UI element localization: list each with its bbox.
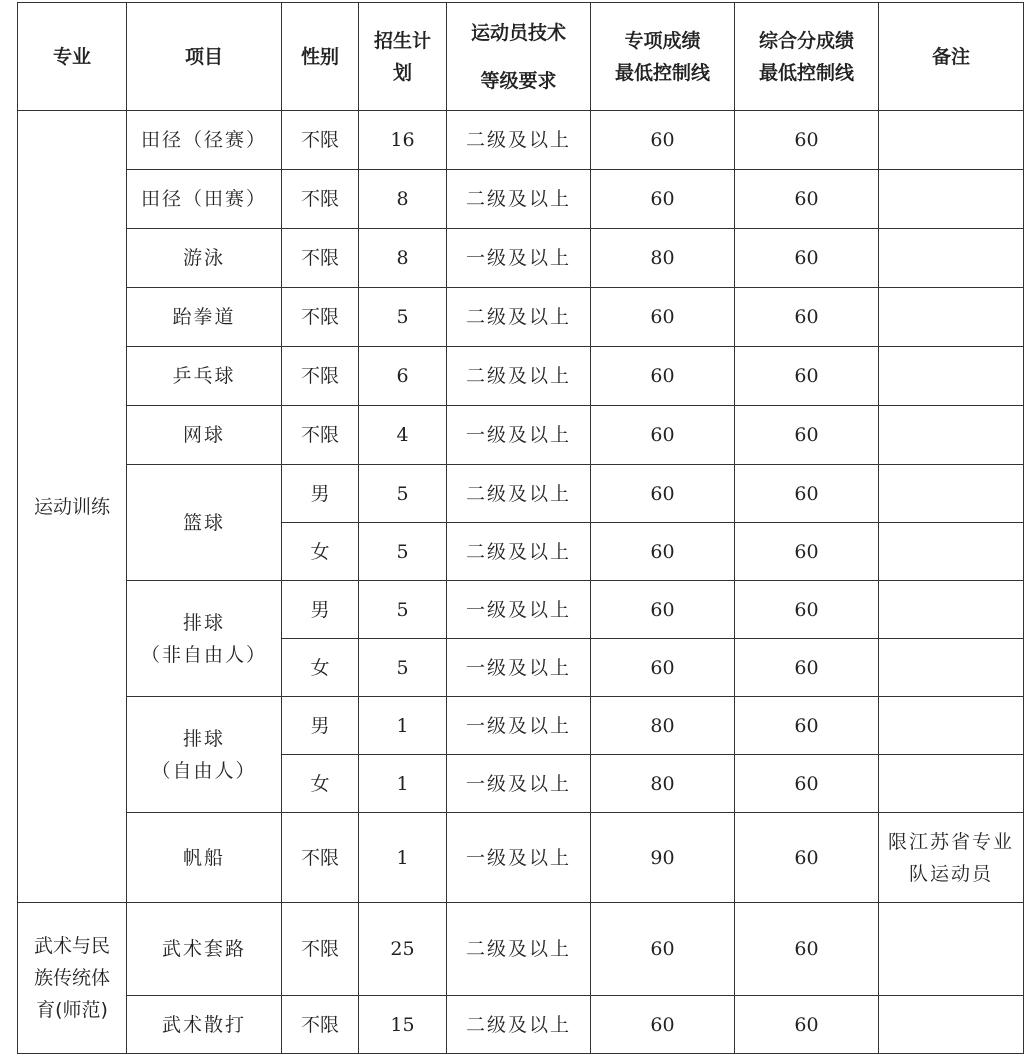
cell-gender: 不限 — [282, 813, 359, 903]
cell-gender: 不限 — [282, 903, 359, 996]
cell-level: 二级及以上 — [447, 111, 591, 170]
table-row — [18, 229, 1024, 288]
cell-level: 二级及以上 — [447, 903, 591, 996]
cell-plan: 4 — [359, 406, 447, 465]
cell-level: 一级及以上 — [447, 581, 591, 639]
cell-special: 60 — [591, 465, 735, 523]
cell-project: 田径（径赛） — [127, 111, 282, 170]
cell-special: 60 — [591, 347, 735, 406]
cell-level: 二级及以上 — [447, 523, 591, 581]
cell-gender: 女 — [282, 639, 359, 697]
cell-gender: 不限 — [282, 170, 359, 229]
cell-composite: 60 — [735, 347, 879, 406]
header-special: 专项成绩 最低控制线 — [591, 3, 735, 111]
cell-project: 跆拳道 — [127, 288, 282, 347]
cell-level: 一级及以上 — [447, 813, 591, 903]
cell-project: 武术散打 — [127, 996, 282, 1054]
cell-gender: 女 — [282, 755, 359, 813]
cell-gender: 男 — [282, 697, 359, 755]
table-row — [18, 581, 1024, 639]
cell-level: 二级及以上 — [447, 170, 591, 229]
cell-level: 二级及以上 — [447, 465, 591, 523]
cell-level: 一级及以上 — [447, 639, 591, 697]
cell-remark — [879, 581, 1024, 639]
cell-gender: 不限 — [282, 111, 359, 170]
cell-level: 二级及以上 — [447, 347, 591, 406]
cell-plan: 8 — [359, 229, 447, 288]
cell-gender: 男 — [282, 465, 359, 523]
table-row — [18, 903, 1024, 996]
cell-plan: 5 — [359, 288, 447, 347]
cell-plan: 5 — [359, 523, 447, 581]
cell-gender: 不限 — [282, 229, 359, 288]
table-row — [18, 996, 1024, 1054]
header-remark: 备注 — [879, 3, 1024, 111]
table-row — [18, 111, 1024, 170]
cell-special: 60 — [591, 996, 735, 1054]
cell-composite: 60 — [735, 229, 879, 288]
cell-level: 二级及以上 — [447, 288, 591, 347]
cell-level: 一级及以上 — [447, 697, 591, 755]
cell-gender: 不限 — [282, 406, 359, 465]
table-row — [18, 170, 1024, 229]
cell-composite: 60 — [735, 755, 879, 813]
cell-plan: 16 — [359, 111, 447, 170]
cell-composite: 60 — [735, 996, 879, 1054]
table-row — [18, 347, 1024, 406]
header-level: 运动员技术 等级要求 — [447, 3, 591, 111]
cell-composite: 60 — [735, 903, 879, 996]
header-gender: 性别 — [282, 3, 359, 111]
cell-gender: 不限 — [282, 288, 359, 347]
cell-level: 一级及以上 — [447, 406, 591, 465]
header-row — [18, 3, 1024, 111]
cell-special: 60 — [591, 170, 735, 229]
table-row — [18, 288, 1024, 347]
cell-special: 60 — [591, 903, 735, 996]
cell-composite: 60 — [735, 581, 879, 639]
cell-special: 60 — [591, 406, 735, 465]
admission-table — [17, 2, 1024, 1054]
cell-composite: 60 — [735, 813, 879, 903]
cell-special: 90 — [591, 813, 735, 903]
cell-special: 60 — [591, 288, 735, 347]
cell-remark — [879, 347, 1024, 406]
cell-plan: 8 — [359, 170, 447, 229]
major-wushu: 武术与民 族传统体 育(师范) — [18, 903, 127, 1054]
table-row — [18, 813, 1024, 903]
cell-plan: 5 — [359, 465, 447, 523]
cell-remark — [879, 996, 1024, 1054]
cell-composite: 60 — [735, 288, 879, 347]
cell-project: 网球 — [127, 406, 282, 465]
cell-gender: 不限 — [282, 996, 359, 1054]
header-major: 专业 — [18, 3, 127, 111]
cell-special: 60 — [591, 639, 735, 697]
cell-special: 80 — [591, 755, 735, 813]
cell-remark — [879, 465, 1024, 523]
cell-remark — [879, 523, 1024, 581]
header-plan: 招生计 划 — [359, 3, 447, 111]
cell-remark — [879, 406, 1024, 465]
cell-project: 田径（田赛） — [127, 170, 282, 229]
cell-plan: 5 — [359, 639, 447, 697]
cell-project: 帆船 — [127, 813, 282, 903]
cell-project: 武术套路 — [127, 903, 282, 996]
cell-remark — [879, 170, 1024, 229]
cell-remark — [879, 755, 1024, 813]
cell-level: 一级及以上 — [447, 755, 591, 813]
cell-remark — [879, 111, 1024, 170]
cell-plan: 15 — [359, 996, 447, 1054]
cell-composite: 60 — [735, 523, 879, 581]
cell-project: 排球 （非自由人） — [127, 581, 282, 697]
cell-composite: 60 — [735, 406, 879, 465]
cell-plan: 6 — [359, 347, 447, 406]
table-row — [18, 697, 1024, 755]
cell-composite: 60 — [735, 465, 879, 523]
cell-plan: 1 — [359, 813, 447, 903]
cell-composite: 60 — [735, 170, 879, 229]
cell-remark — [879, 639, 1024, 697]
cell-gender: 男 — [282, 581, 359, 639]
table-row — [18, 465, 1024, 523]
cell-composite: 60 — [735, 697, 879, 755]
cell-special: 60 — [591, 111, 735, 170]
cell-project: 游泳 — [127, 229, 282, 288]
table-row — [18, 406, 1024, 465]
cell-special: 60 — [591, 581, 735, 639]
major-training: 运动训练 — [18, 111, 127, 903]
cell-special: 80 — [591, 229, 735, 288]
cell-plan: 1 — [359, 697, 447, 755]
cell-plan: 1 — [359, 755, 447, 813]
header-project: 项目 — [127, 3, 282, 111]
cell-project: 乒乓球 — [127, 347, 282, 406]
cell-remark: 限江苏省专业 队运动员 — [879, 813, 1024, 903]
cell-plan: 25 — [359, 903, 447, 996]
cell-composite: 60 — [735, 639, 879, 697]
cell-remark — [879, 288, 1024, 347]
header-composite: 综合分成绩 最低控制线 — [735, 3, 879, 111]
cell-level: 一级及以上 — [447, 229, 591, 288]
cell-gender: 女 — [282, 523, 359, 581]
cell-remark — [879, 903, 1024, 996]
cell-project: 篮球 — [127, 465, 282, 581]
cell-remark — [879, 697, 1024, 755]
cell-project: 排球 （自由人） — [127, 697, 282, 813]
cell-special: 80 — [591, 697, 735, 755]
cell-composite: 60 — [735, 111, 879, 170]
cell-special: 60 — [591, 523, 735, 581]
cell-remark — [879, 229, 1024, 288]
cell-plan: 5 — [359, 581, 447, 639]
cell-level: 二级及以上 — [447, 996, 591, 1054]
cell-gender: 不限 — [282, 347, 359, 406]
